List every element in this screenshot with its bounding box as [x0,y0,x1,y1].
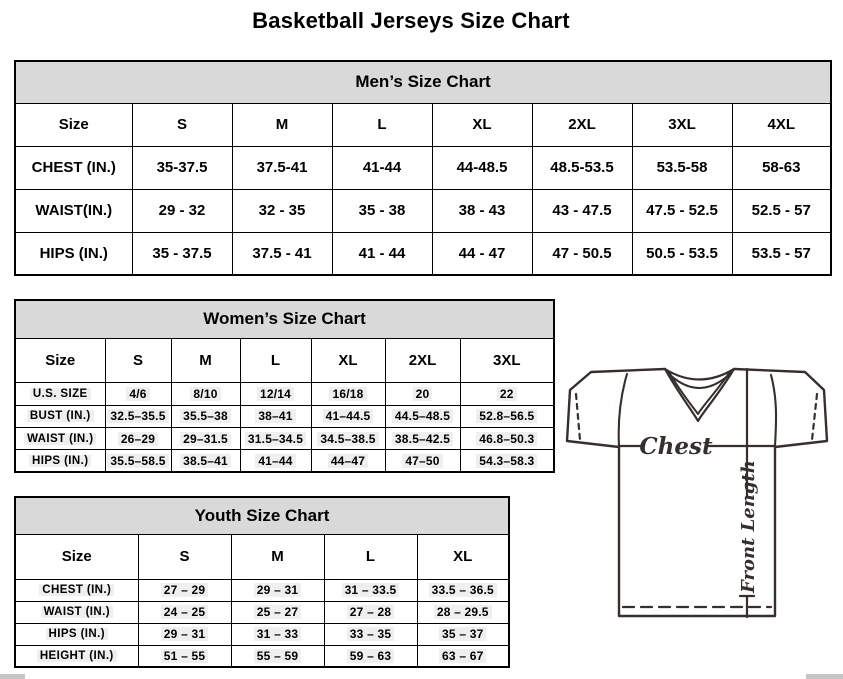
highlighted-text: 33.5 – 36.5 [429,583,497,597]
women-value-cell [460,450,554,472]
women-value-cell [385,427,460,449]
youth-value-cell [138,579,231,601]
women-column-header: 2XL [385,338,460,383]
jersey-outline-drawing [557,356,843,628]
men-value-cell: 37.5 - 41 [232,232,332,275]
chest-label: Chest [639,433,713,460]
men-chart-title: Men’s Size Chart [15,61,831,103]
men-value-cell: 44 - 47 [432,232,532,275]
men-value-cell: 37.5-41 [232,146,332,189]
women-value-cell [460,383,554,405]
youth-size-chart-table [14,496,508,668]
highlighted-text: BUST (IN.) [27,410,94,422]
youth-table-row [15,623,509,645]
mens-size-chart-table [14,60,830,275]
youth-value-cell [324,601,417,623]
men-value-cell: 32 - 35 [232,189,332,232]
men-column-header: S [132,103,232,146]
women-value-cell [105,383,171,405]
highlighted-text: 27 – 28 [347,605,394,619]
women-value-cell [240,405,311,427]
women-value-cell [171,427,240,449]
page-title: Basketball Jerseys Size Chart [252,8,570,33]
youth-value-cell [324,579,417,601]
highlighted-text: 32.5–35.5 [107,409,168,423]
highlighted-text: 12/14 [257,387,294,401]
youth-column-header: L [324,534,417,579]
women-value-cell [171,450,240,472]
highlighted-text: HIPS (IN.) [46,628,108,640]
highlighted-text: 31 – 33.5 [342,583,400,597]
women-table-row [15,427,554,449]
women-value-cell [105,427,171,449]
men-value-cell: 35 - 38 [332,189,432,232]
women-value-cell [311,450,385,472]
women-row-label [15,383,105,405]
men-value-cell: 52.5 - 57 [732,189,831,232]
women-chart-title: Women’s Size Chart [15,300,554,338]
men-value-cell: 53.5 - 57 [732,232,831,275]
men-value-cell: 29 - 32 [132,189,232,232]
highlighted-text: 28 – 29.5 [434,605,492,619]
highlighted-text: 33 – 35 [347,627,394,641]
right-cuff-dashed-line [812,394,817,440]
highlighted-text: 35.5–58.5 [107,454,168,468]
highlighted-text: 63 – 67 [439,649,486,663]
right-sleeve-seam [771,375,776,446]
youth-row-label [15,623,138,645]
men-column-header: L [332,103,432,146]
women-value-cell [311,427,385,449]
women-value-cell [240,427,311,449]
highlighted-text: 38–41 [255,409,295,423]
highlighted-text: 34.5–38.5 [317,432,378,446]
women-table-row [15,383,554,405]
men-value-cell: 41 - 44 [332,232,432,275]
youth-value-cell [138,601,231,623]
men-table-row [15,189,831,232]
highlighted-text: 44–47 [328,454,368,468]
men-table-row [15,146,831,189]
women-row-label [15,427,105,449]
highlighted-text: 8/10 [190,387,220,401]
highlighted-text: 26–29 [118,432,158,446]
men-value-cell: 41-44 [332,146,432,189]
youth-column-header: XL [417,534,509,579]
men-value-cell: 44-48.5 [432,146,532,189]
highlighted-text: 31.5–34.5 [245,432,306,446]
youth-value-cell [231,579,324,601]
men-value-cell: 43 - 47.5 [532,189,632,232]
women-value-cell [311,383,385,405]
highlighted-text: 29 – 31 [254,583,301,597]
men-value-cell: 47.5 - 52.5 [632,189,732,232]
women-column-header: L [240,338,311,383]
youth-value-cell [417,601,509,623]
men-value-cell: 35 - 37.5 [132,232,232,275]
youth-value-cell [231,645,324,667]
horizontal-scrollbar-fragment-left[interactable] [0,674,25,679]
youth-value-cell [138,623,231,645]
women-value-cell [385,450,460,472]
highlighted-text: U.S. SIZE [30,388,91,400]
highlighted-text: 51 – 55 [161,649,208,663]
youth-table-row [15,601,509,623]
men-column-header: 4XL [732,103,831,146]
highlighted-text: 41–44.5 [323,409,374,423]
highlighted-text: WAIST (IN.) [41,606,113,618]
youth-value-cell [324,645,417,667]
men-column-header: 2XL [532,103,632,146]
youth-chart-title: Youth Size Chart [15,497,509,534]
jersey-body-outline [567,369,827,616]
men-value-cell: 35-37.5 [132,146,232,189]
men-value-cell: 47 - 50.5 [532,232,632,275]
women-row-label [15,450,105,472]
youth-table-row [15,579,509,601]
highlighted-text: CHEST (IN.) [39,584,114,596]
highlighted-text: HEIGHT (IN.) [37,650,117,662]
youth-value-cell [231,601,324,623]
highlighted-text: 47–50 [402,454,442,468]
men-row-label: HIPS (IN.) [15,232,132,275]
youth-row-label [15,601,138,623]
youth-column-header: M [231,534,324,579]
men-value-cell: 48.5-53.5 [532,146,632,189]
women-table-row [15,450,554,472]
highlighted-text: 29 – 31 [161,627,208,641]
women-column-header: XL [311,338,385,383]
men-column-header: Size [15,103,132,146]
highlighted-text: 38.5–42.5 [392,432,453,446]
men-row-label: WAIST(IN.) [15,189,132,232]
youth-value-cell [138,645,231,667]
men-row-label: CHEST (IN.) [15,146,132,189]
youth-column-header: S [138,534,231,579]
highlighted-text: 31 – 33 [254,627,301,641]
women-value-cell [171,383,240,405]
highlighted-text: 41–44 [255,454,295,468]
youth-row-label [15,645,138,667]
men-value-cell: 38 - 43 [432,189,532,232]
men-column-header: 3XL [632,103,732,146]
highlighted-text: 20 [413,387,433,401]
highlighted-text: 44.5–48.5 [392,409,453,423]
women-value-cell [105,450,171,472]
youth-value-cell [417,623,509,645]
highlighted-text: WAIST (IN.) [24,433,96,445]
highlighted-text: 59 – 63 [347,649,394,663]
women-value-cell [240,450,311,472]
women-column-header: 3XL [460,338,554,383]
horizontal-scrollbar-fragment-right[interactable] [806,674,843,679]
women-value-cell [460,405,554,427]
women-value-cell [171,405,240,427]
men-value-cell: 58-63 [732,146,831,189]
highlighted-text: HIPS (IN.) [29,455,91,467]
front-length-label: Front Length [738,460,759,593]
highlighted-text: 29–31.5 [180,432,231,446]
women-value-cell [385,383,460,405]
women-value-cell [105,405,171,427]
youth-table-row [15,645,509,667]
highlighted-text: 27 – 29 [161,583,208,597]
women-column-header: Size [15,338,105,383]
highlighted-text: 22 [497,387,517,401]
youth-column-header: Size [15,534,138,579]
youth-value-cell [417,645,509,667]
highlighted-text: 16/18 [329,387,366,401]
highlighted-text: 4/6 [126,387,149,401]
highlighted-text: 24 – 25 [161,605,208,619]
women-value-cell [311,405,385,427]
jersey-measurement-diagram [557,356,843,628]
women-row-label [15,405,105,427]
men-column-header: M [232,103,332,146]
women-table-row [15,405,554,427]
vneck-inner [669,372,730,414]
highlighted-text: 35 – 37 [439,627,486,641]
women-value-cell [460,427,554,449]
men-value-cell: 53.5-58 [632,146,732,189]
highlighted-text: 52.8–56.5 [476,409,537,423]
youth-value-cell [231,623,324,645]
left-cuff-dashed-line [576,394,580,440]
left-sleeve-seam [619,374,627,446]
highlighted-text: 55 – 59 [254,649,301,663]
highlighted-text: 46.8–50.3 [476,432,537,446]
women-column-header: M [171,338,240,383]
men-table-row [15,232,831,275]
youth-row-label [15,579,138,601]
women-column-header: S [105,338,171,383]
women-value-cell [240,383,311,405]
youth-value-cell [324,623,417,645]
men-value-cell: 50.5 - 53.5 [632,232,732,275]
youth-value-cell [417,579,509,601]
highlighted-text: 38.5–41 [180,454,231,468]
highlighted-text: 25 – 27 [254,605,301,619]
women-value-cell [385,405,460,427]
men-column-header: XL [432,103,532,146]
highlighted-text: 35.5–38 [180,409,231,423]
womens-size-chart-table [14,299,553,473]
highlighted-text: 54.3–58.3 [476,454,537,468]
